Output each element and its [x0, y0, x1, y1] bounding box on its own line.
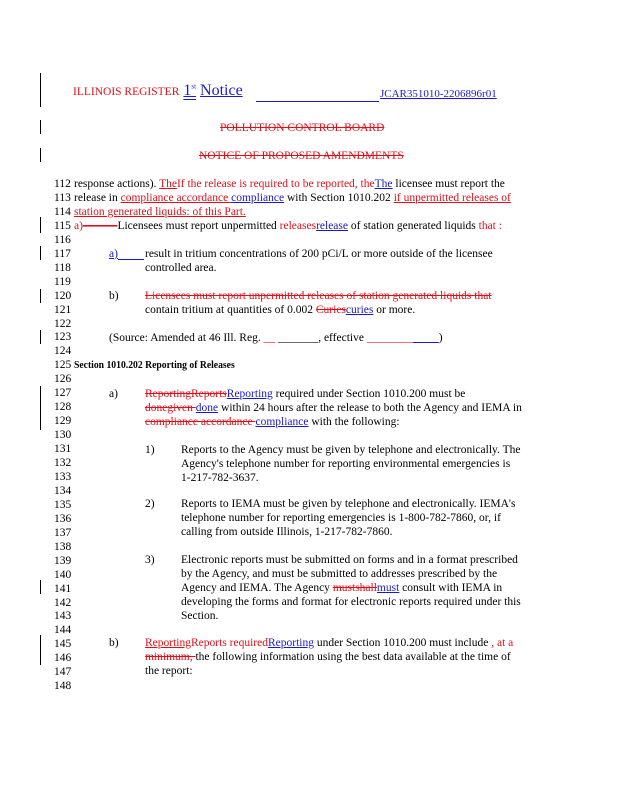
revision-bar — [40, 386, 41, 430]
revision-bar — [40, 289, 41, 303]
line-number: 132 — [54, 457, 72, 469]
line-133: 1-217-782-3637. — [181, 472, 259, 484]
line-135: Reports to IEMA must be given by telephone and electronically. IEMA's — [181, 498, 516, 510]
line-123-source: (Source: Amended at 46 Ill. Reg. __ _______, effective ________ ____) — [109, 332, 443, 344]
register-title: ILLINOIS REGISTER — [73, 86, 180, 98]
line-number: 125 — [54, 359, 72, 372]
line-number: 137 — [54, 526, 72, 539]
line-113: release in compliance accordance compliance with Section 1010.202 if unpermitted releases of — [74, 192, 511, 204]
line-143: Section. — [181, 610, 219, 622]
line-number: 147 — [54, 666, 72, 679]
line-number: 139 — [54, 554, 72, 567]
line-number: 146 — [54, 652, 72, 665]
line-number: 148 — [54, 680, 72, 693]
line-145: ReportingReports requiredReporting under Section 1010.200 must include , at a — [145, 637, 514, 649]
revision-bar — [40, 217, 41, 233]
line-number: 116 — [54, 233, 71, 246]
line-number: 119 — [54, 275, 71, 288]
item-a-label: a) — [109, 248, 118, 260]
notice-label: Notice — [200, 82, 243, 99]
line-number: 115 — [54, 219, 71, 232]
line-number: 142 — [54, 596, 72, 609]
line-number: 128 — [54, 401, 72, 414]
line-129: compliance accordance compliance with the following: — [145, 416, 400, 428]
line-142: developing the forms and format for electronic reports required under this — [181, 596, 521, 608]
line-number: 120 — [54, 289, 72, 302]
line-number: 127 — [54, 387, 72, 400]
line-number: 113 — [54, 191, 71, 204]
line-number: 131 — [54, 443, 72, 456]
line-141: Agency and IEMA. The Agency mustshallmust consult with IEMA in — [181, 582, 503, 594]
line-139: Electronic reports must be submitted on forms and in a format prescribed — [181, 554, 518, 566]
item-2-label: 2) — [145, 498, 155, 510]
line-114: station generated liquids: of this Part. — [74, 206, 246, 218]
line-number: 133 — [54, 470, 72, 483]
line-136: telephone number for reporting emergencies is 1-800-782-7860, or, if — [181, 512, 501, 524]
line-number: 136 — [54, 512, 72, 525]
revision-bar — [40, 635, 41, 665]
line-115: a)———Licensees must report unpermitted releasesrelease of station generated liquids that : — [74, 220, 502, 232]
line-132: Agency's telephone number for reporting environmental emergencies is — [181, 458, 511, 470]
line-number: 140 — [54, 568, 72, 581]
line-number: 144 — [54, 624, 72, 637]
line-number: 135 — [54, 498, 72, 511]
revision-bar — [40, 330, 41, 344]
header-rule — [256, 101, 379, 102]
line-number: 141 — [54, 582, 72, 595]
revision-bar — [40, 148, 41, 162]
line-number: 134 — [54, 484, 72, 497]
line-120: Licensees must report unpermitted releases of station generated liquids that — [145, 290, 492, 302]
line-118: controlled area. — [145, 262, 217, 274]
line-117: result in tritium concentrations of 200 pCi/L or more outside of the licensee — [145, 248, 493, 260]
item-b-label: b) — [109, 290, 119, 302]
document-code: JCAR351010-2206896r01 — [380, 88, 497, 100]
line-128: donegiven done within 24 hours after the release to both the Agency and IEMA in — [145, 402, 522, 414]
line-number: 126 — [54, 373, 72, 386]
revision-bar — [40, 580, 41, 594]
revision-bar — [40, 246, 41, 260]
line-112: response actions). TheIf the release is required to be reported, theThe licensee must report the — [74, 178, 505, 190]
item-1-label: 1) — [145, 444, 155, 456]
line-number: 117 — [54, 247, 71, 260]
item-b2-label: b) — [109, 637, 119, 649]
notice-title: NOTICE OF PROPOSED AMENDMENTS — [199, 150, 404, 162]
revision-bar — [40, 73, 41, 107]
line-number: 143 — [54, 610, 72, 623]
line-146: minimum, the following information using the best data available at the time of — [145, 651, 511, 663]
page-header — [73, 82, 243, 100]
item-3-label: 3) — [145, 554, 155, 566]
line-131: Reports to the Agency must be given by telephone and electronically. The — [181, 444, 521, 456]
item-a-rule — [118, 259, 144, 260]
line-number: 112 — [54, 178, 71, 190]
section-heading: Section 1010.202 Reporting of Releases — [74, 360, 235, 371]
line-number: 145 — [54, 638, 72, 651]
line-number: 138 — [54, 540, 72, 553]
page-number: 1st — [183, 82, 197, 99]
line-number: 130 — [54, 429, 72, 442]
board-title: POLLUTION CONTROL BOARD — [220, 122, 385, 134]
item-a2-label: a) — [109, 388, 118, 400]
line-147: the report: — [145, 665, 193, 677]
line-number: 129 — [54, 415, 72, 428]
line-137: calling from outside Illinois, 1-217-782-7860. — [181, 526, 393, 538]
line-number: 124 — [54, 345, 72, 358]
line-number: 123 — [54, 331, 72, 344]
revision-bar — [40, 120, 41, 134]
line-number: 118 — [54, 261, 71, 274]
line-127: ReportingReportsReporting required under Section 1010.200 must be — [145, 388, 466, 400]
line-number: 122 — [54, 317, 72, 330]
line-140: by the Agency, and must be submitted to addresses prescribed by the — [181, 568, 498, 580]
line-number: 114 — [54, 205, 71, 218]
line-number: 121 — [54, 303, 72, 316]
line-121: contain tritium at quantities of 0.002 Curiescuries or more. — [145, 304, 416, 316]
